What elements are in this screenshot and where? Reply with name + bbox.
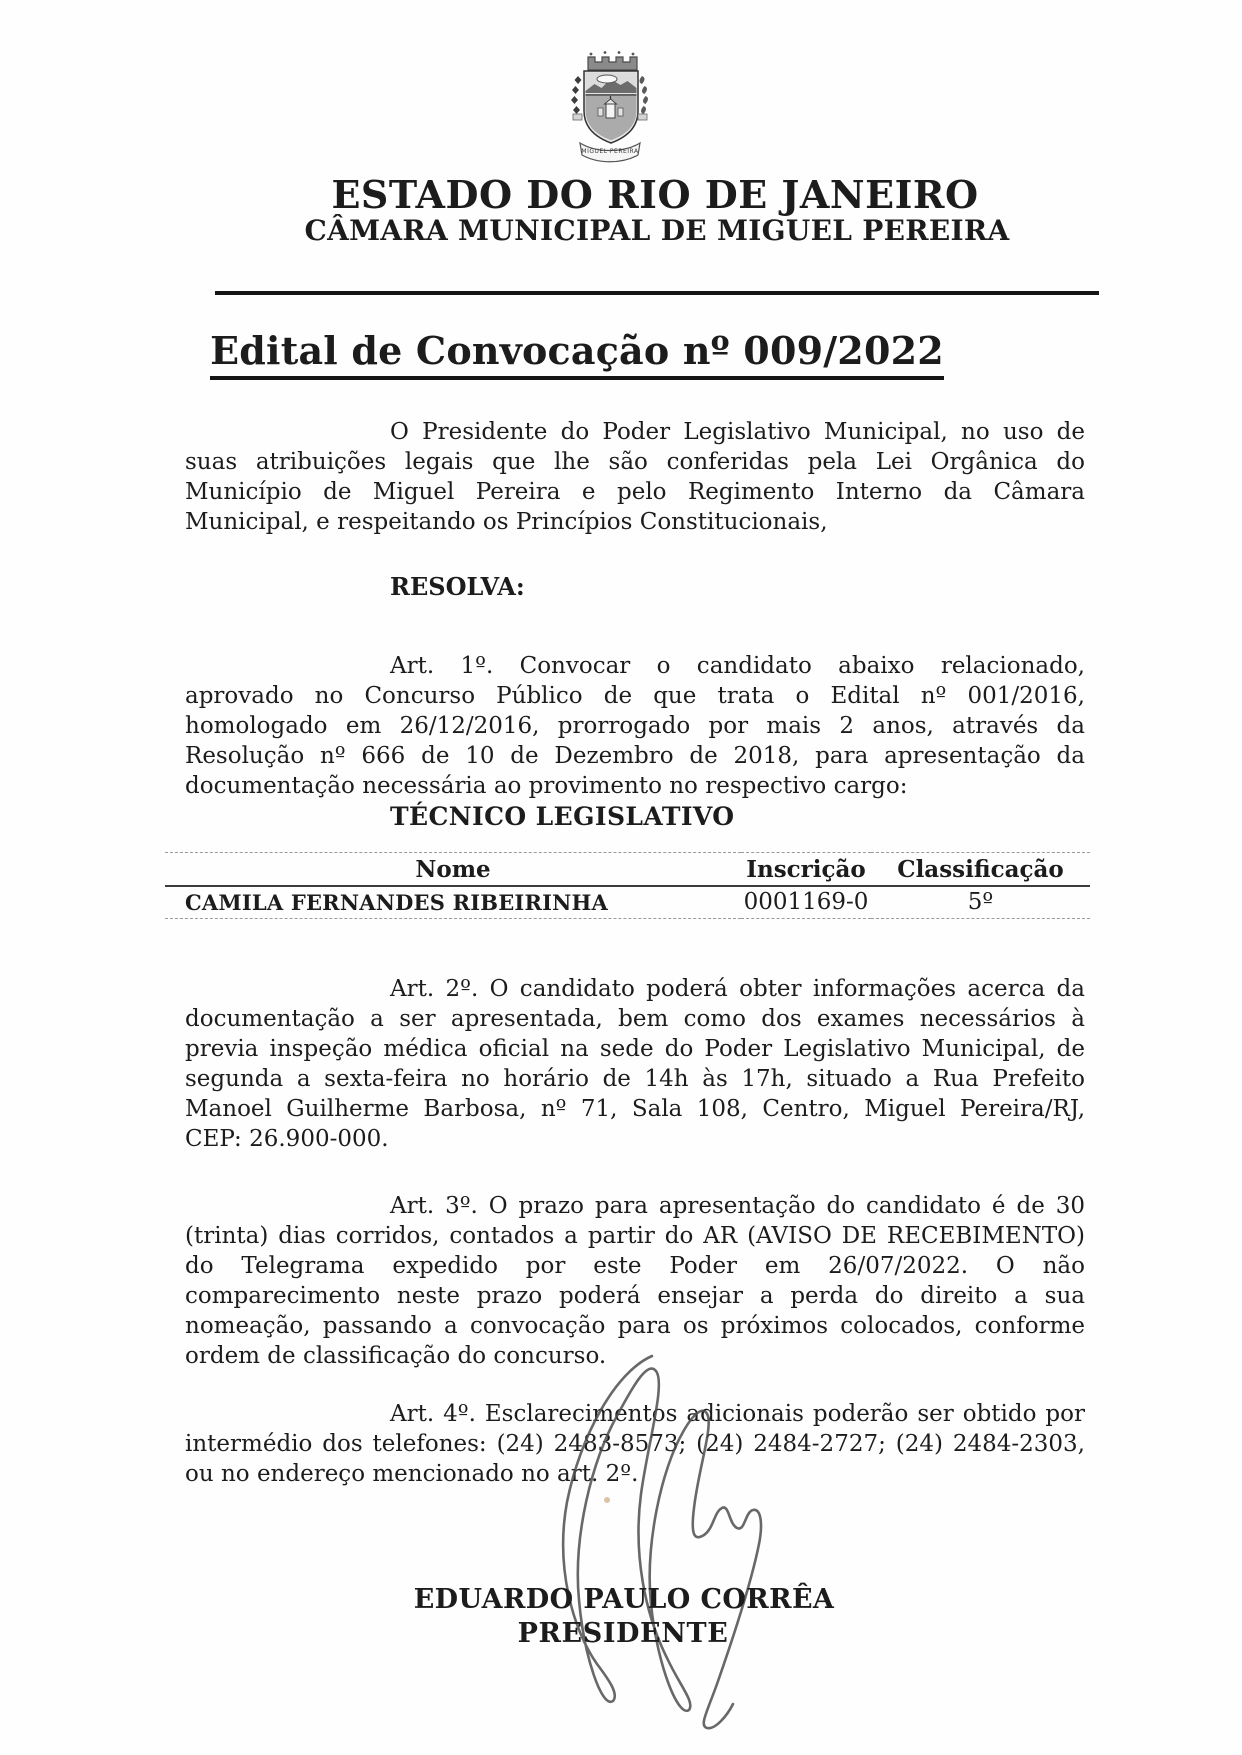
- table-header-classificacao: Classificação: [871, 853, 1090, 887]
- candidate-name-cell: CAMILA FERNANDES RIBEIRINHA: [165, 886, 741, 919]
- article-1-paragraph: Art. 1º. Convocar o candidato abaixo relacionado, aprovado no Concurso Público de que trata o Edital nº 001/2016, homologado em 26/12/2016, prorrogado por mais 2 anos, através da Resolução nº 666 de 10 de Dezembro de 2018, para apresentação da documentação necessária ao provimento no respectivo cargo:: [185, 653, 1085, 799]
- candidate-inscricao-cell: 0001169-0: [741, 886, 871, 919]
- intro-paragraph: O Presidente do Poder Legislativo Municipal, no uso de suas atribuições legais que lhe são conferidas pela Lei Orgânica do Município de Miguel Pereira e pelo Regimento Interno da Câmara Municipal, e respeitando os Princípios Constitucionais,: [185, 419, 1085, 535]
- signatory-name: EDUARDO PAULO CORRÊA: [413, 1584, 835, 1615]
- signature-stroke-icon: [505, 1342, 795, 1737]
- document-title: Edital de Convocação nº 009/2022: [210, 328, 944, 380]
- document-title-row: [0, 328, 1198, 380]
- table-header-row: [165, 853, 1090, 887]
- state-heading: ESTADO DO RIO DE JANEIRO: [331, 172, 979, 217]
- article-3-paragraph: Art. 3º. O prazo para apresentação do candidato é de 30 (trinta) dias corridos, contados a partir do AR (AVISO DE RECEBIMENTO) do Telegrama expedido por este Poder em 26/07/2022. O não comparecimento neste prazo poderá ensejar a perda do direito a sua nomeação, passando a convocação para os próximos colocados, conforme ordem de classificação do concurso.: [185, 1193, 1085, 1369]
- candidates-table: [165, 852, 1090, 919]
- crest-banner-text: MIGUEL PEREIRA: [581, 148, 639, 155]
- table-header-inscricao: Inscrição: [741, 853, 871, 887]
- table-row: [165, 886, 1090, 919]
- coat-of-arms-icon: [560, 46, 660, 164]
- table-header-nome: Nome: [165, 853, 741, 887]
- position-heading: TÉCNICO LEGISLATIVO: [390, 802, 735, 831]
- resolva-heading: RESOLVA:: [390, 572, 525, 601]
- article-4-paragraph: Art. 4º. Esclarecimentos adicionais poderão ser obtido por intermédio dos telefones: (24) 2483-8573; (24) 2484-2727; (24) 2484-2303, ou no endereço mencionado no art. 2º.: [185, 1401, 1085, 1487]
- header-divider: [215, 291, 1099, 295]
- signatory-role: PRESIDENTE: [517, 1618, 729, 1649]
- article-2-paragraph: Art. 2º. O candidato poderá obter informações acerca da documentação a ser apresentada, bem como dos exames necessários à previa inspeção médica oficial na sede do Poder Legislativo Municipal, de segunda a sexta-feira no horário de 14h às 17h, situado a Rua Prefeito Manoel Guilherme Barbosa, nº 71, Sala 108, Centro, Miguel Pereira/RJ, CEP: 26.900-000.: [185, 976, 1085, 1152]
- municipality-heading: CÂMARA MUNICIPAL DE MIGUEL PEREIRA: [304, 214, 1010, 247]
- coat-of-arms: [560, 46, 660, 164]
- handwritten-signature: [505, 1342, 795, 1737]
- candidate-classificacao-cell: 5º: [871, 886, 1090, 919]
